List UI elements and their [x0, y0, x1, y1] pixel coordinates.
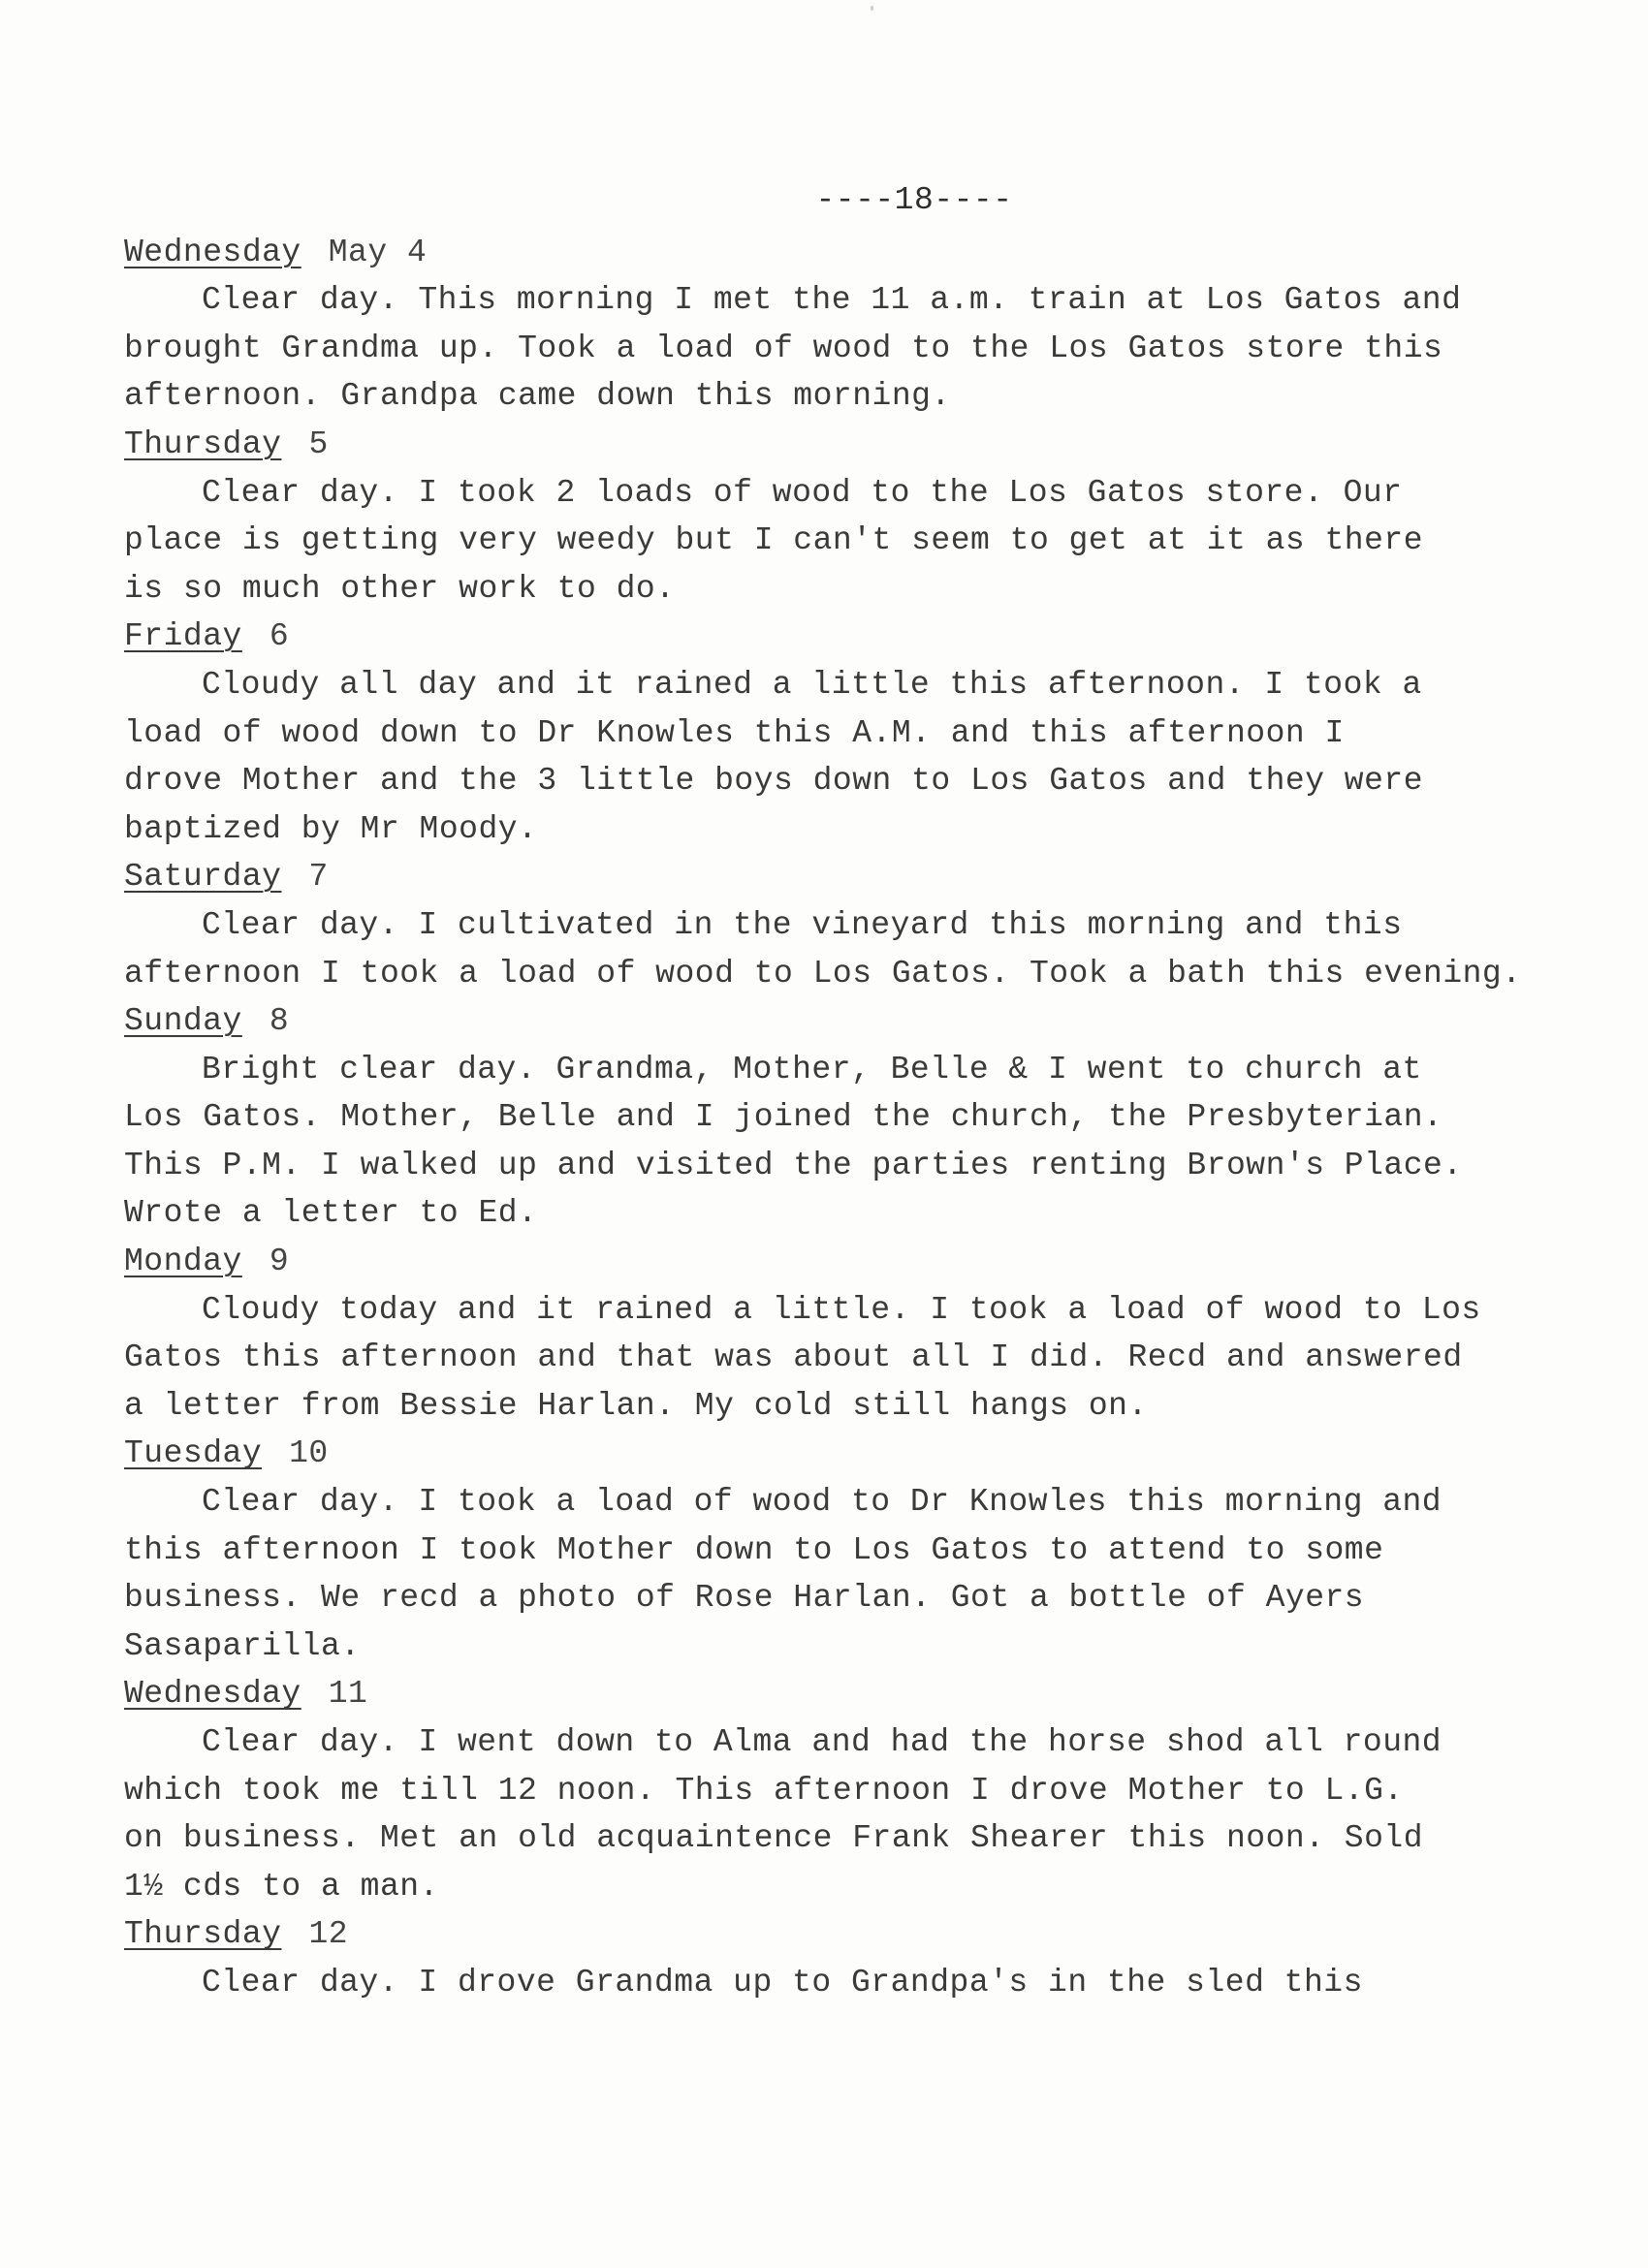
entry-header	[124, 1238, 1520, 1286]
entry-text-line: is so much other work to do.	[124, 570, 676, 607]
entry-day: Tuesday	[124, 1435, 263, 1472]
entry-text-line: Clear day. I drove Grandma up to Grandpa's in the sled this	[202, 1964, 1363, 2000]
entry-header	[124, 1910, 1520, 1959]
diary-entry	[124, 1910, 1520, 2006]
typed-diary-sheet	[124, 176, 1520, 2007]
entry-text-line: this afternoon I took Mother down to Los Gatos to attend to some	[124, 1531, 1384, 1568]
entry-header	[124, 421, 1520, 469]
entry-date: 9	[269, 1244, 290, 1280]
entry-text-line: business. We recd a photo of Rose Harlan. Got a bottle of Ayers	[124, 1580, 1365, 1617]
entry-date: 10	[289, 1435, 329, 1472]
entry-text-line: which took me till 12 noon. This afternoon I drove Mother to L.G.	[124, 1772, 1404, 1809]
entry-day: Thursday	[124, 425, 282, 462]
diary-entry	[124, 997, 1520, 1238]
entry-day: Thursday	[124, 1916, 282, 1953]
entry-header	[124, 997, 1520, 1046]
entry-day: Wednesday	[124, 1676, 301, 1713]
entry-day: Sunday	[124, 1003, 242, 1040]
entry-text-line: Los Gatos. Mother, Belle and I joined the church, the Presbyterian.	[124, 1099, 1443, 1136]
entry-date: 6	[269, 618, 290, 655]
page-number: ----18----	[815, 182, 1013, 218]
diary-entry	[124, 421, 1520, 613]
entry-header	[124, 1430, 1520, 1478]
entry-date: 12	[308, 1916, 349, 1953]
entry-text-line: Gatos this afternoon and that was about all I did. Recd and answered	[124, 1339, 1463, 1376]
entry-date: 8	[269, 1003, 290, 1040]
entry-text-line: on business. Met an old acquaintence Frank Shearer this noon. Sold	[124, 1820, 1424, 1857]
entry-text-line: 1½ cds to a man.	[124, 1868, 439, 1905]
entry-date: 7	[308, 859, 329, 896]
entry-day: Monday	[124, 1244, 242, 1280]
entry-date: May 4	[328, 234, 428, 270]
entry-text-line: Clear day. This morning I met the 11 a.m. train at Los Gatos and	[202, 282, 1462, 319]
diary-entries	[124, 229, 1520, 2007]
paper-speck	[871, 6, 873, 11]
entry-day: Saturday	[124, 859, 282, 896]
entry-text-line: load of wood down to Dr Knowles this A.M. and this afternoon I	[124, 714, 1345, 751]
entry-text-line: Clear day. I took a load of wood to Dr Knowles this morning and	[202, 1484, 1442, 1521]
entry-day: Wednesday	[124, 234, 301, 270]
entry-text-line: Cloudy today and it rained a little. I took a load of wood to Los	[202, 1291, 1481, 1328]
entry-date: 5	[308, 425, 329, 462]
entry-header	[124, 1670, 1520, 1718]
entry-text-line: afternoon I took a load of wood to Los Gatos. Took a bath this evening.	[124, 955, 1522, 992]
entry-text-line: Clear day. I cultivated in the vineyard this morning and this	[202, 906, 1403, 943]
entry-header	[124, 613, 1520, 661]
diary-entry	[124, 613, 1520, 853]
diary-entry	[124, 1430, 1520, 1670]
entry-text-line: Wrote a letter to Ed.	[124, 1195, 538, 1232]
entry-text-line: brought Grandma up. Took a load of wood to the Los Gatos store this	[124, 330, 1443, 366]
entry-text-line: baptized by Mr Moody.	[124, 810, 538, 847]
entry-text-line: a letter from Bessie Harlan. My cold still hangs on.	[124, 1387, 1148, 1424]
entry-text-line: Bright clear day. Grandma, Mother, Belle & I went to church at	[202, 1051, 1422, 1087]
diary-entry	[124, 1238, 1520, 1430]
entry-text-line: Sasaparilla.	[124, 1627, 361, 1664]
entry-text-line: afternoon. Grandpa came down this morning.	[124, 378, 951, 415]
entry-header	[124, 853, 1520, 901]
entry-text-line: This P.M. I walked up and visited the parties renting Brown's Place.	[124, 1147, 1463, 1183]
diary-entry	[124, 853, 1520, 997]
entry-text-line: Cloudy all day and it rained a little this afternoon. I took a	[202, 666, 1422, 703]
entry-text-line: Clear day. I went down to Alma and had the horse shod all round	[202, 1724, 1442, 1760]
diary-entry	[124, 1670, 1520, 1910]
entry-header	[124, 229, 1520, 277]
diary-entry	[124, 229, 1520, 421]
entry-text-line: drove Mother and the 3 little boys down to Los Gatos and they were	[124, 763, 1424, 800]
entry-text-line: place is getting very weedy but I can't seem to get at it as there	[124, 522, 1424, 559]
entry-date: 11	[328, 1676, 368, 1713]
entry-text-line: Clear day. I took 2 loads of wood to the Los Gatos store. Our	[202, 474, 1403, 511]
entry-day: Friday	[124, 618, 242, 655]
